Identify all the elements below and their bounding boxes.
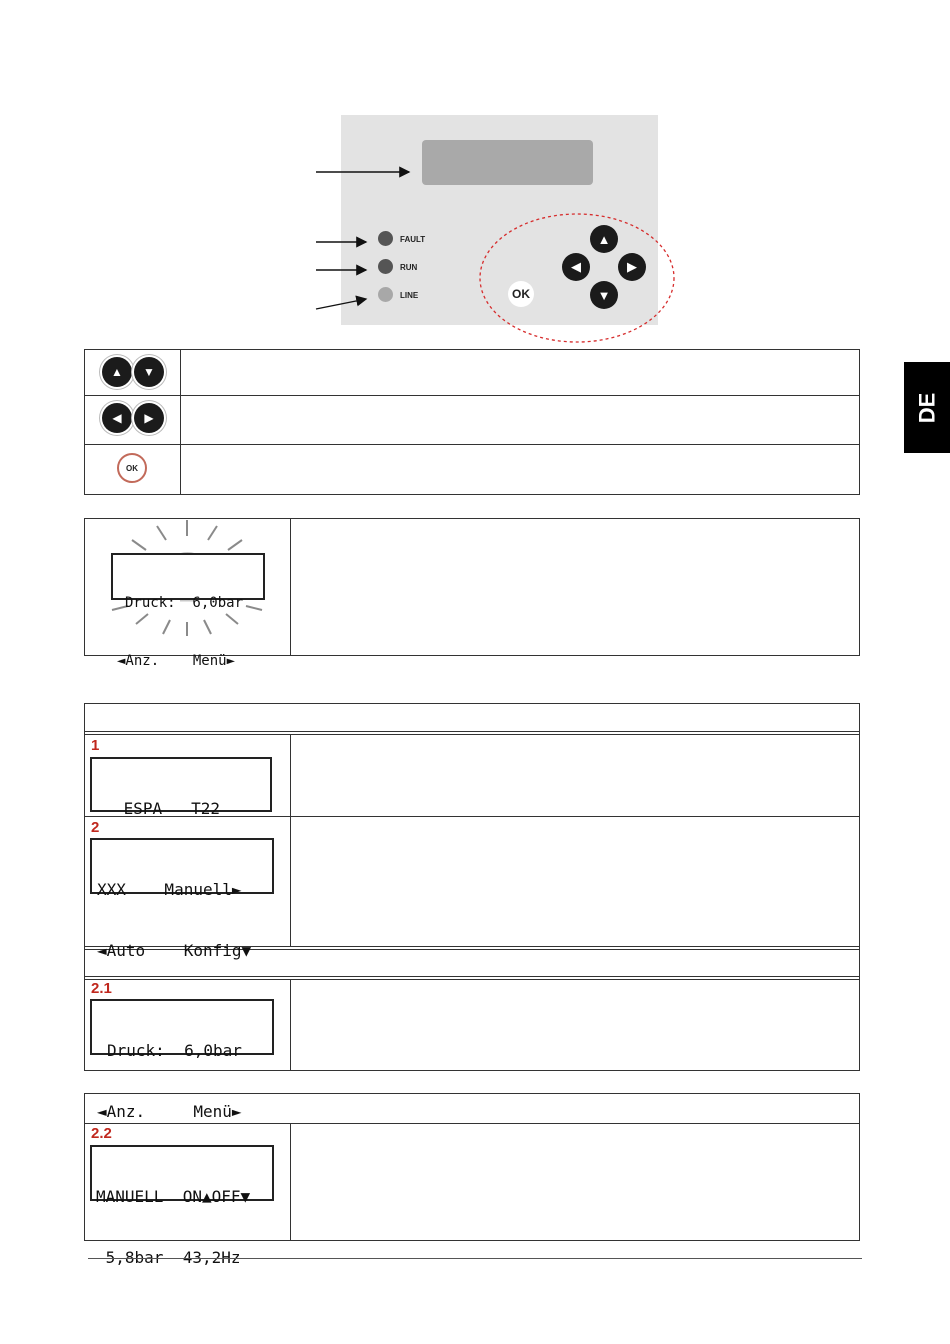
step-number: 1 bbox=[91, 737, 100, 754]
right-arrow-icon: ▶ bbox=[627, 259, 637, 274]
lcd-line: ◄Anz. Menü► bbox=[117, 653, 236, 669]
step-2-1-lcd-screen bbox=[90, 999, 274, 1121]
up-arrow-icon: ▲ bbox=[102, 357, 132, 387]
lcd-line: ◄Anz. Menü► bbox=[97, 1102, 242, 1121]
table-divider bbox=[290, 979, 291, 1071]
line-led-label: LINE bbox=[400, 291, 419, 300]
lcd-line: 5,8bar 43,2Hz bbox=[96, 1248, 241, 1267]
keypad-highlight-outline bbox=[480, 214, 674, 342]
step-number: 2 bbox=[91, 819, 100, 836]
lcd-line: ◄Auto Konfig▼ bbox=[97, 941, 252, 960]
table-divider bbox=[84, 444, 860, 445]
table-divider bbox=[84, 734, 860, 735]
table-divider bbox=[84, 731, 860, 732]
lcd-line: MANUELL ON▲OFF▼ bbox=[96, 1187, 251, 1206]
step-number: 2.1 bbox=[91, 980, 112, 997]
lcd-line: ESPA T22 bbox=[114, 799, 220, 818]
up-arrow-icon: ▲ bbox=[597, 231, 611, 247]
lcd-line: XXX Manuell► bbox=[97, 880, 242, 899]
left-arrow-icon: ◀ bbox=[102, 403, 132, 433]
footer-rule bbox=[88, 1258, 862, 1259]
buttons-table bbox=[84, 349, 860, 495]
step-2-lcd-screen bbox=[90, 838, 274, 960]
blink-lcd-screen bbox=[111, 553, 265, 669]
down-arrow-icon: ▼ bbox=[134, 357, 164, 387]
right-arrow-icon: ▶ bbox=[134, 403, 164, 433]
line-pointer-arrow bbox=[316, 299, 366, 309]
step-2-2-lcd-screen bbox=[90, 1145, 274, 1267]
table-divider bbox=[290, 1123, 291, 1241]
step-1-lcd-screen bbox=[90, 757, 272, 818]
ok-icon: OK bbox=[117, 453, 147, 483]
language-tab-label: DE bbox=[914, 392, 939, 423]
lcd-line: Druck: 6,0bar bbox=[125, 595, 244, 611]
language-tab bbox=[904, 362, 950, 453]
ok-button[interactable]: OK bbox=[508, 281, 534, 307]
table-divider bbox=[84, 1123, 860, 1124]
table-divider bbox=[290, 734, 291, 947]
down-arrow-icon: ▼ bbox=[597, 287, 611, 303]
panel-annotations bbox=[0, 0, 950, 360]
step-number: 2.2 bbox=[91, 1125, 112, 1142]
table-divider bbox=[84, 395, 860, 396]
left-arrow-icon: ◀ bbox=[571, 259, 581, 274]
lcd-line: Druck: 6,0bar bbox=[107, 1041, 242, 1060]
fault-led-label: FAULT bbox=[400, 235, 426, 244]
run-led-label: RUN bbox=[400, 263, 418, 272]
table-divider bbox=[180, 349, 181, 495]
table-divider bbox=[290, 518, 291, 656]
